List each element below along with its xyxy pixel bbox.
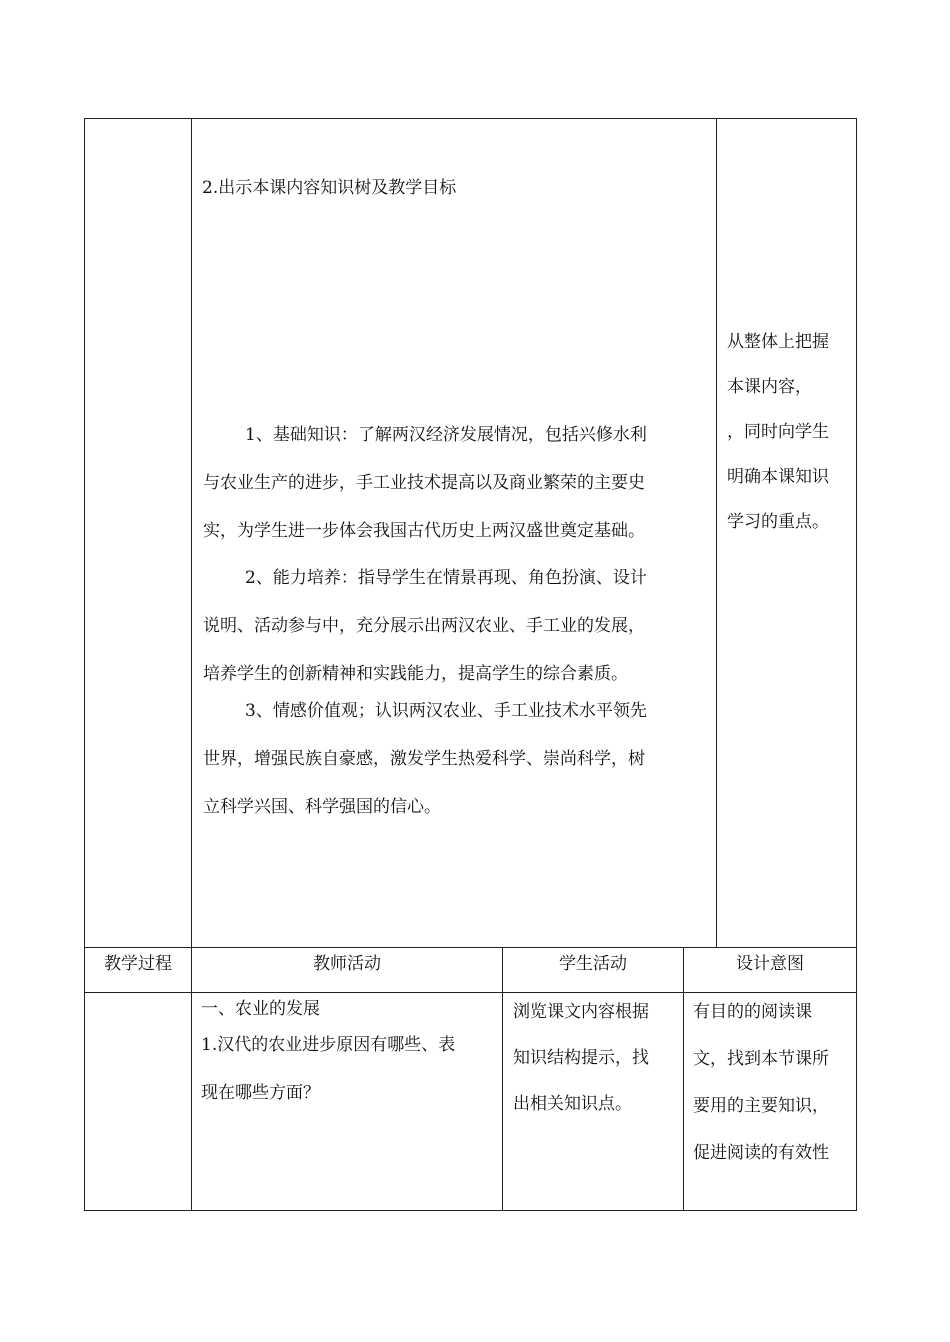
- goal-2-line-2: 说明、活动参与中，充分展示出两汉农业、手工业的发展，: [203, 616, 645, 636]
- table-top-border: [84, 118, 857, 119]
- teacher-line-2: 1.汉代的农业进步原因有哪些、表: [201, 1035, 456, 1055]
- student-line-1: 浏览课文内容根据: [513, 1002, 649, 1022]
- header-design-intent: 设计意图: [736, 954, 804, 974]
- section-heading: 2.出示本课内容知识树及教学目标: [202, 178, 457, 198]
- intent-line-1: 从整体上把握: [727, 332, 829, 352]
- student-line-2: 知识结构提示，找: [513, 1048, 649, 1068]
- header-teaching-process: 教学过程: [104, 954, 172, 974]
- goal-values: [203, 687, 647, 831]
- header-row-top-border: [84, 947, 857, 948]
- header-teacher-activity: 教师活动: [313, 954, 381, 974]
- upper-intent-divider: [716, 118, 717, 948]
- row1-intent-line-4: 促进阅读的有效性: [693, 1143, 829, 1163]
- row1-intent-line-3: 要用的主要知识，: [693, 1096, 829, 1116]
- table-left-border: [84, 118, 85, 1211]
- goal-3-line-3: 立科学兴国、科学强国的信心。: [203, 797, 441, 817]
- intent-line-5: 学习的重点。: [727, 512, 829, 532]
- teacher-line-1: 一、农业的发展: [201, 999, 320, 1019]
- intent-line-2: 本课内容，: [727, 377, 812, 397]
- goal-1-line-2: 与农业生产的进步，手工业技术提高以及商业繁荣的主要史: [203, 473, 645, 493]
- goal-3-line-1: 3、情感价值观；认识两汉农业、手工业技术水平领先: [245, 701, 647, 721]
- goal-2-line-1: 2、能力培养：指导学生在情景再现、角色扮演、设计: [245, 568, 647, 588]
- row1-intent-line-2: 文，找到本节课所: [693, 1049, 829, 1069]
- goal-2-line-3: 培养学生的创新精神和实践能力，提高学生的综合素质。: [203, 664, 628, 684]
- table-bottom-border: [84, 1210, 857, 1211]
- table-right-border: [856, 118, 857, 1211]
- goal-3-line-2: 世界，增强民族自豪感，激发学生热爱科学、崇尚科学，树: [203, 749, 645, 769]
- column-divider-3: [683, 947, 684, 1211]
- row1-teacher-activity: [201, 997, 455, 1117]
- upper-design-intent: [727, 320, 829, 545]
- row1-design-intent: [693, 989, 829, 1177]
- row1-student-activity: [513, 989, 649, 1127]
- header-student-activity: 学生活动: [559, 954, 627, 974]
- column-divider-2: [502, 947, 503, 1211]
- goal-1-line-1: 1、基础知识：了解两汉经济发展情况，包括兴修水利: [245, 425, 647, 445]
- row1-intent-line-1: 有目的的阅读课: [693, 1002, 812, 1022]
- student-line-3: 出相关知识点。: [513, 1094, 632, 1114]
- column-divider-1: [191, 118, 192, 1211]
- goal-ability: [203, 554, 647, 698]
- intent-line-3: ，同时向学生: [727, 422, 829, 442]
- intent-line-4: 明确本课知识: [727, 467, 829, 487]
- goal-basic-knowledge: [203, 411, 647, 555]
- goal-1-line-3: 实，为学生进一步体会我国古代历史上两汉盛世奠定基础。: [203, 521, 645, 541]
- teacher-line-3: 现在哪些方面？: [201, 1083, 320, 1103]
